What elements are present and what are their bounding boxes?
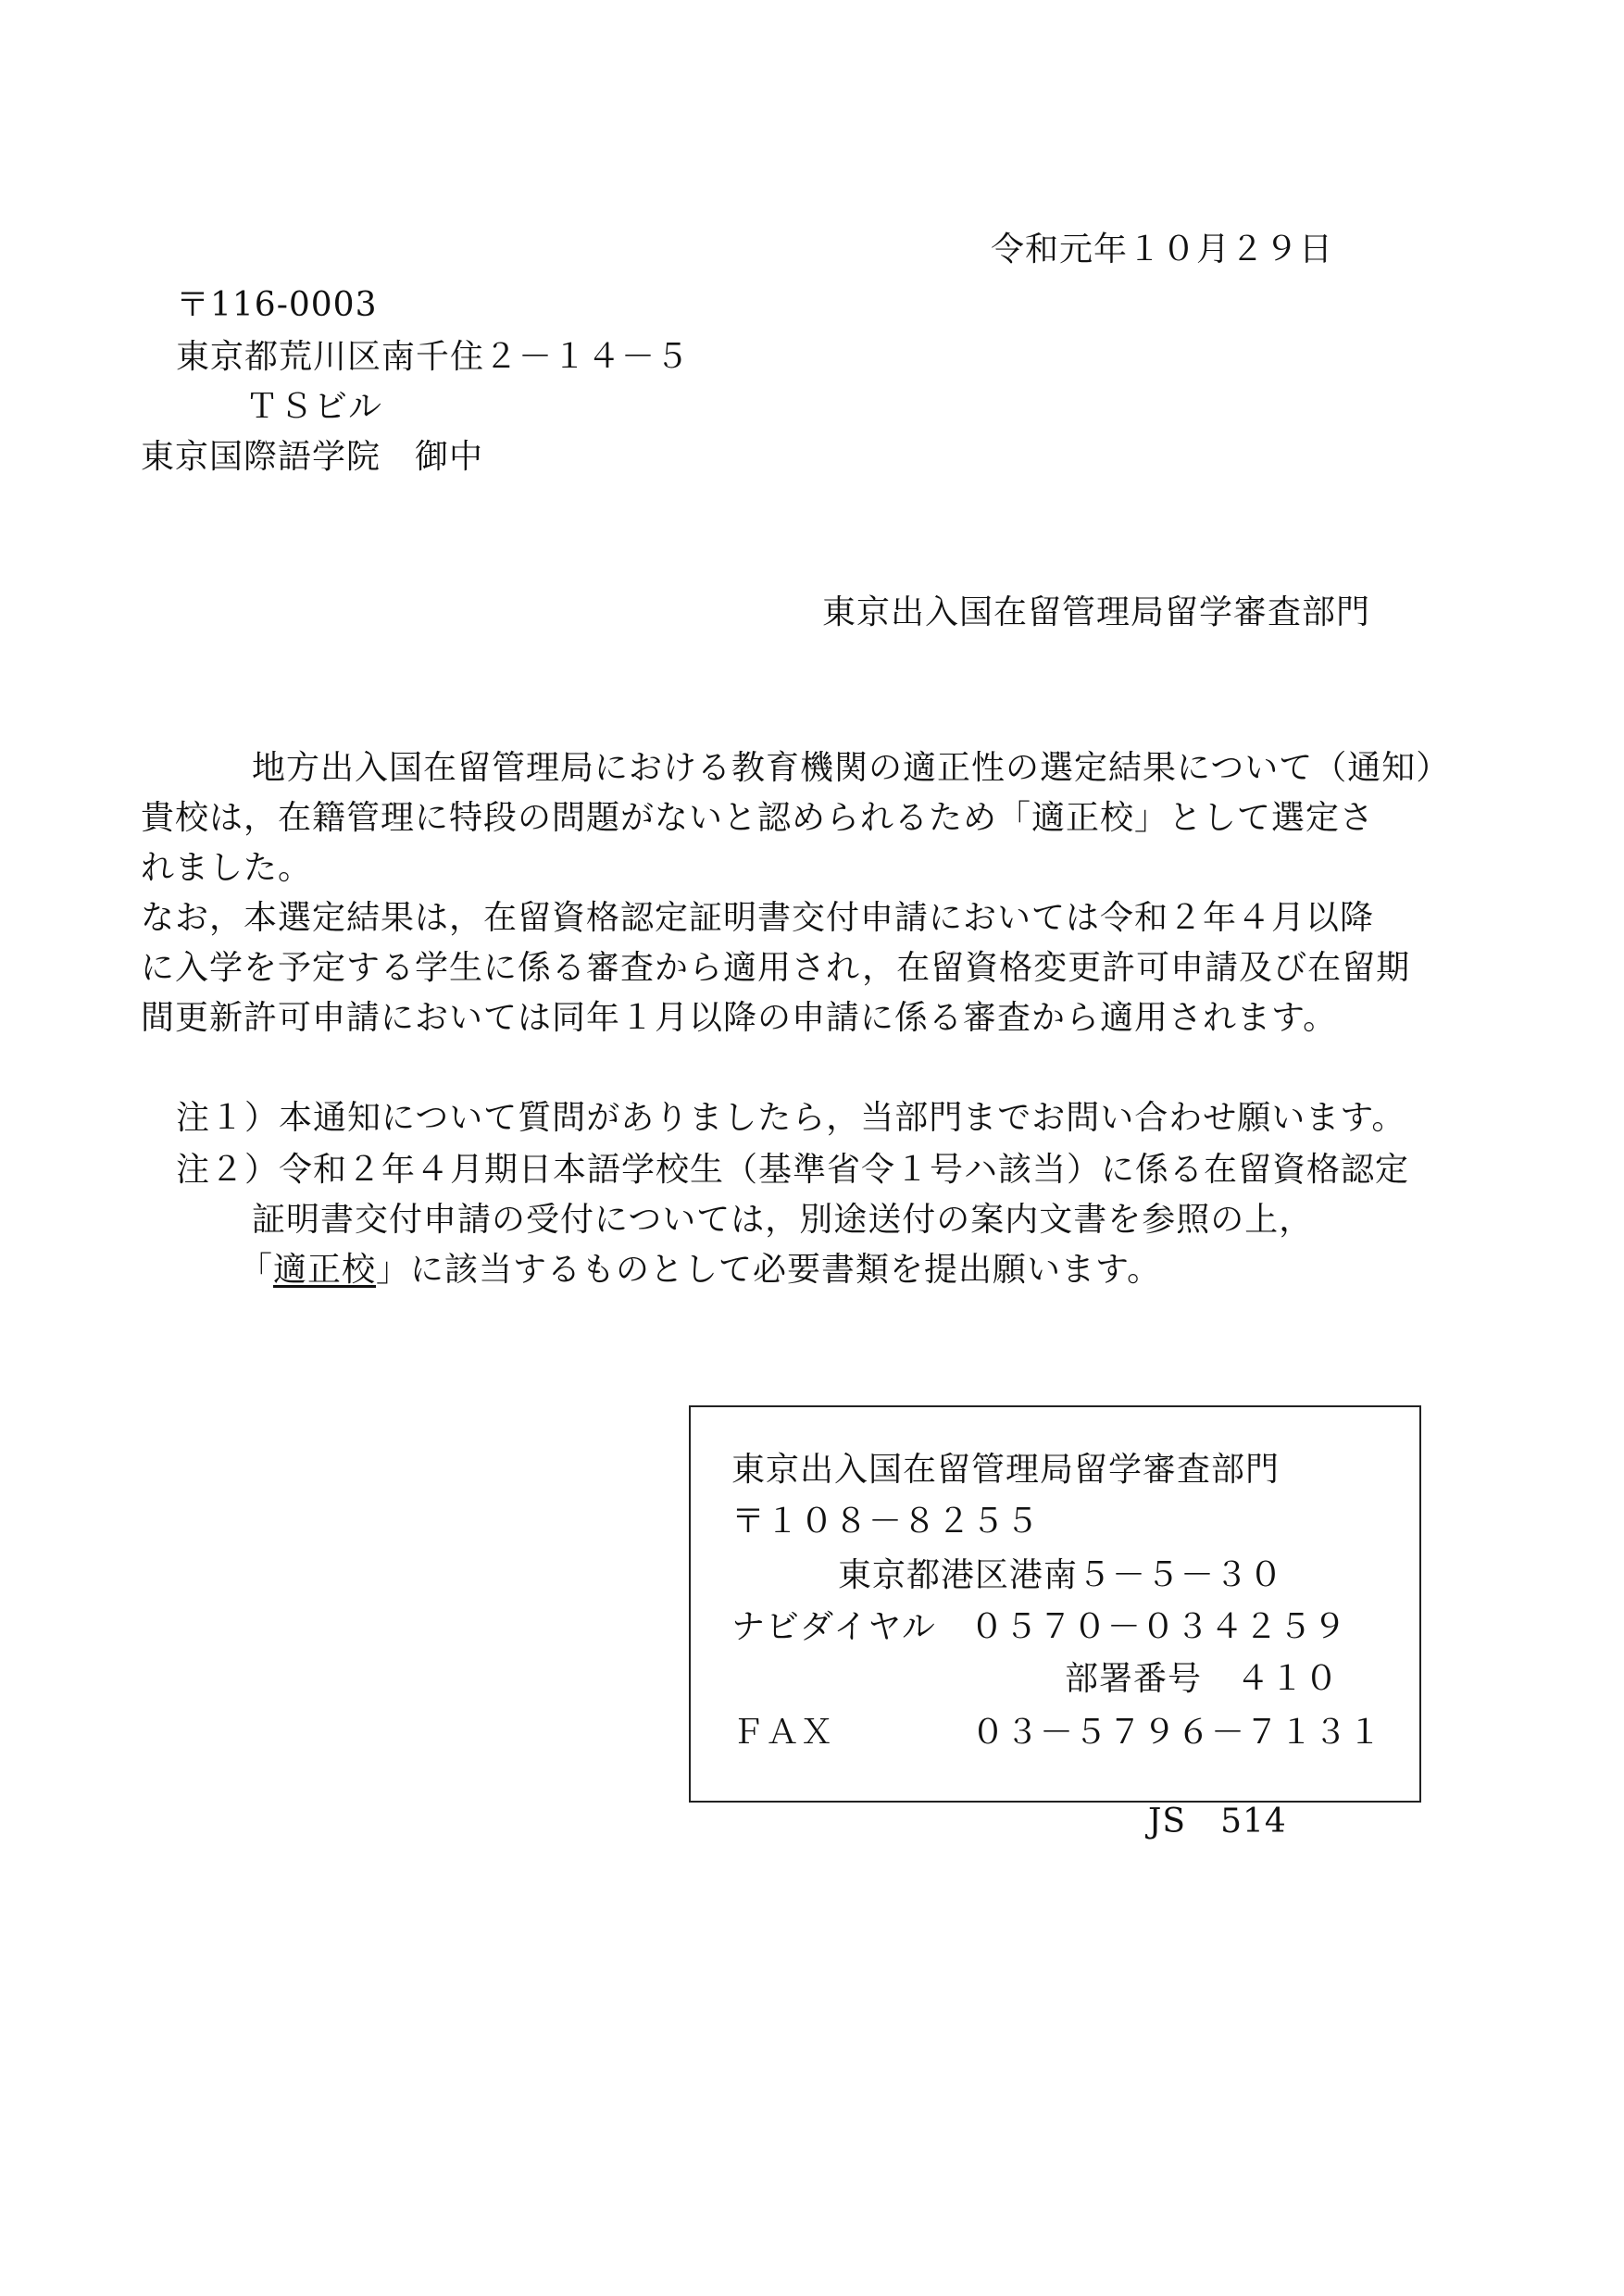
contact-postal-code: 〒１０８－８２５５: [731, 1503, 1041, 1541]
document-reference: JS 514: [1148, 1803, 1287, 1841]
recipient-name: 東京国際語学院 御中: [141, 438, 484, 476]
contact-navidial: ナビダイヤル ０５７０－０３４２５９: [731, 1608, 1347, 1646]
note-2-line-2: 証明書交付申請の受付については，別途送付の案内文書を参照の上，: [252, 1201, 1314, 1239]
contact-fax: ＦＡＸ ０３－５７９６－７１３１: [731, 1714, 1383, 1752]
body-line: れました。: [141, 849, 313, 887]
body-line: 貴校は，在籍管理に特段の問題がないと認められるため「適正校」として選定さ: [141, 799, 1375, 837]
note-1: 注１）本通知について質問がありましたら，当部門までお問い合わせ願います。: [176, 1099, 1406, 1137]
note-2-line-3: [239, 1250, 1161, 1291]
recipient-address: 東京都荒川区南千住２－１４－５: [176, 338, 691, 376]
note-2-line-1: 注２）令和２年４月期日本語学校生（基準省令１号ハ該当）に係る在留資格認定: [176, 1151, 1410, 1189]
body-line: に入学を予定する学生に係る審査から適用され，在留資格変更許可申請及び在留期: [141, 949, 1411, 987]
body-line: 間更新許可申請においては同年１月以降の申請に係る審査から適用されます。: [141, 999, 1338, 1037]
note-2-rest: 」に該当するものとして必要書類を提出願います。: [376, 1251, 1162, 1289]
contact-department: 東京出入国在留管理局留学審査部門: [731, 1451, 1280, 1489]
letter-subject: 地方出入国在留管理局における教育機関の適正性の選定結果について（通知）: [252, 749, 1451, 787]
letter-date: 令和元年１０月２９日: [991, 231, 1334, 268]
underlined-term: 適正校: [273, 1251, 377, 1289]
recipient-building: ＴＳビル: [245, 388, 383, 426]
body-line: なお，本選定結果は，在留資格認定証明書交付申請においては令和２年４月以降: [141, 899, 1375, 937]
contact-address: 東京都港区港南５－５－３０: [838, 1556, 1284, 1594]
contact-dept-number: 部署番号 ４１０: [1065, 1660, 1340, 1698]
sender-department: 東京出入国在留管理局留学審査部門: [822, 593, 1371, 631]
note-2-open-bracket: 「: [239, 1251, 274, 1289]
recipient-postal-code: 〒116-0003: [176, 286, 378, 324]
